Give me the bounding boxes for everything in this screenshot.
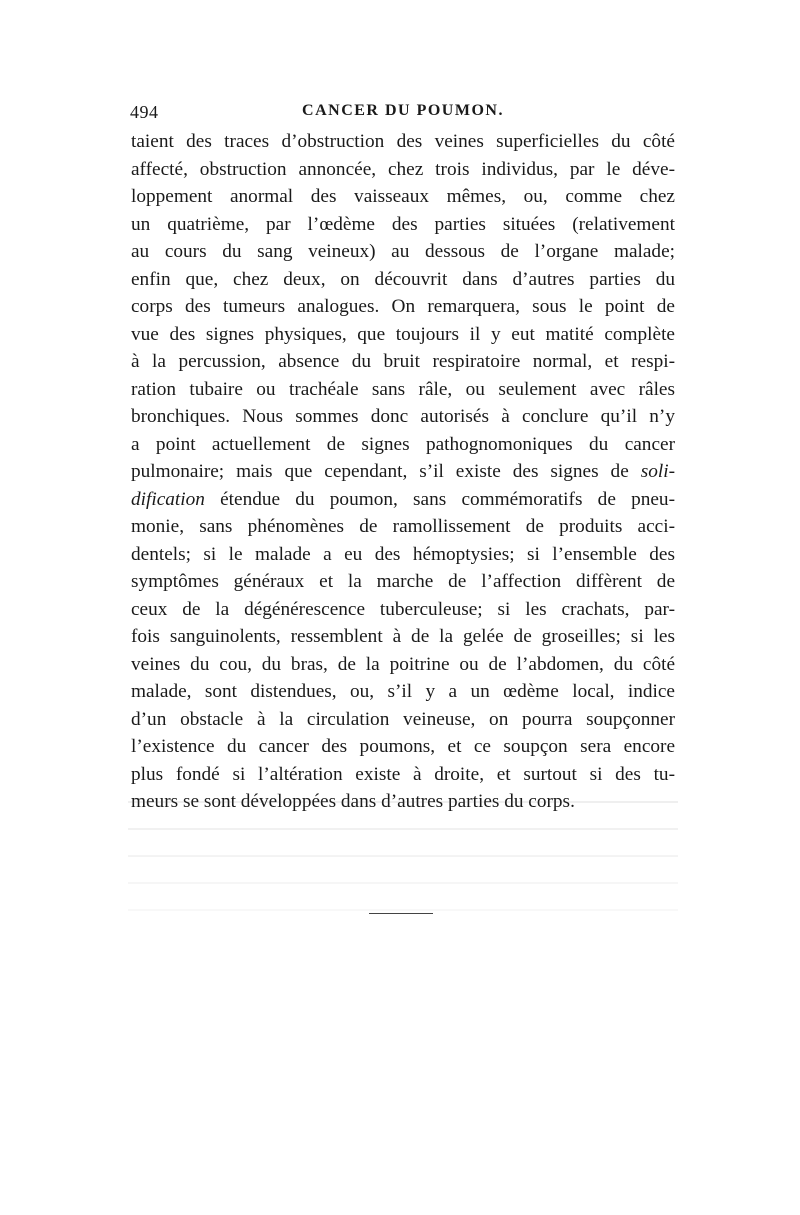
text-line: d’un obstacle à la circulation veineuse, on pourra soupçonner	[131, 708, 675, 730]
text-line: loppement anormal des vaisseaux mêmes, ou, comme chez	[131, 186, 675, 207]
text-run: étendue du poumon, sans commémoratifs de pneu-	[204, 488, 675, 510]
italic-term: dification	[131, 488, 205, 510]
text-line: veines du cou, du bras, de la poitrine ou de l’abdomen, du côté	[131, 653, 675, 675]
bleed-through-texture	[128, 795, 678, 925]
text-line: symptômes généraux et la marche de l’affection diffèrent de	[131, 571, 675, 592]
text-line: corps des tumeurs analogues. On remarquera, sous le point de	[131, 296, 675, 317]
text-line: à la percussion, absence du bruit respiratoire normal, et respi-	[131, 351, 675, 372]
text-line: enfin que, chez deux, on découvrit dans d’autres parties du	[131, 268, 675, 290]
section-end-rule	[369, 913, 433, 914]
text-line: a point actuellement de signes pathognomoniques du cancer	[131, 433, 675, 455]
text-line: monie, sans phénomènes de ramollissement de produits acci-	[131, 516, 675, 537]
text-line: un quatrième, par l’œdème des parties situées (relativement	[131, 213, 675, 235]
body-paragraph	[131, 128, 675, 816]
text-line: ration tubaire ou trachéale sans râle, ou seulement avec râles	[131, 378, 675, 400]
text-run: pulmonaire; mais que cependant, s’il existe des signes de	[131, 461, 641, 482]
text-line: vue des signes physiques, que toujours il y eut matité complète	[131, 323, 675, 345]
text-line: dentels; si le malade a eu des hémoptysies; si l’ensemble des	[131, 543, 675, 565]
text-line-with-italic	[131, 486, 675, 514]
text-line: au cours du sang veineux) au dessous de l’organe malade;	[131, 241, 675, 262]
text-line-last: meurs se sont développées dans d’autres parties du corps.	[131, 791, 575, 812]
running-head: CANCER DU POUMON.	[302, 102, 504, 119]
text-line: l’existence du cancer des poumons, et ce soupçon sera encore	[131, 736, 675, 757]
italic-term: soli-	[640, 461, 675, 482]
text-line: bronchiques. Nous sommes donc autorisés à conclure qu’il n’y	[131, 406, 675, 427]
text-line: affecté, obstruction annoncée, chez trois individus, par le déve-	[131, 158, 675, 180]
text-line: taient des traces d’obstruction des veines superficielles du côté	[131, 131, 675, 152]
text-line: plus fondé si l’altération existe à droite, et surtout si des tu-	[131, 763, 675, 785]
page-number: 494	[130, 102, 159, 122]
text-line-with-italic	[131, 458, 675, 486]
text-line: fois sanguinolents, ressemblent à de la gelée de groseilles; si les	[131, 626, 675, 647]
text-line: malade, sont distendues, ou, s’il y a un œdème local, indice	[131, 681, 675, 702]
text-line: ceux de la dégénérescence tuberculeuse; si les crachats, par-	[131, 598, 675, 620]
